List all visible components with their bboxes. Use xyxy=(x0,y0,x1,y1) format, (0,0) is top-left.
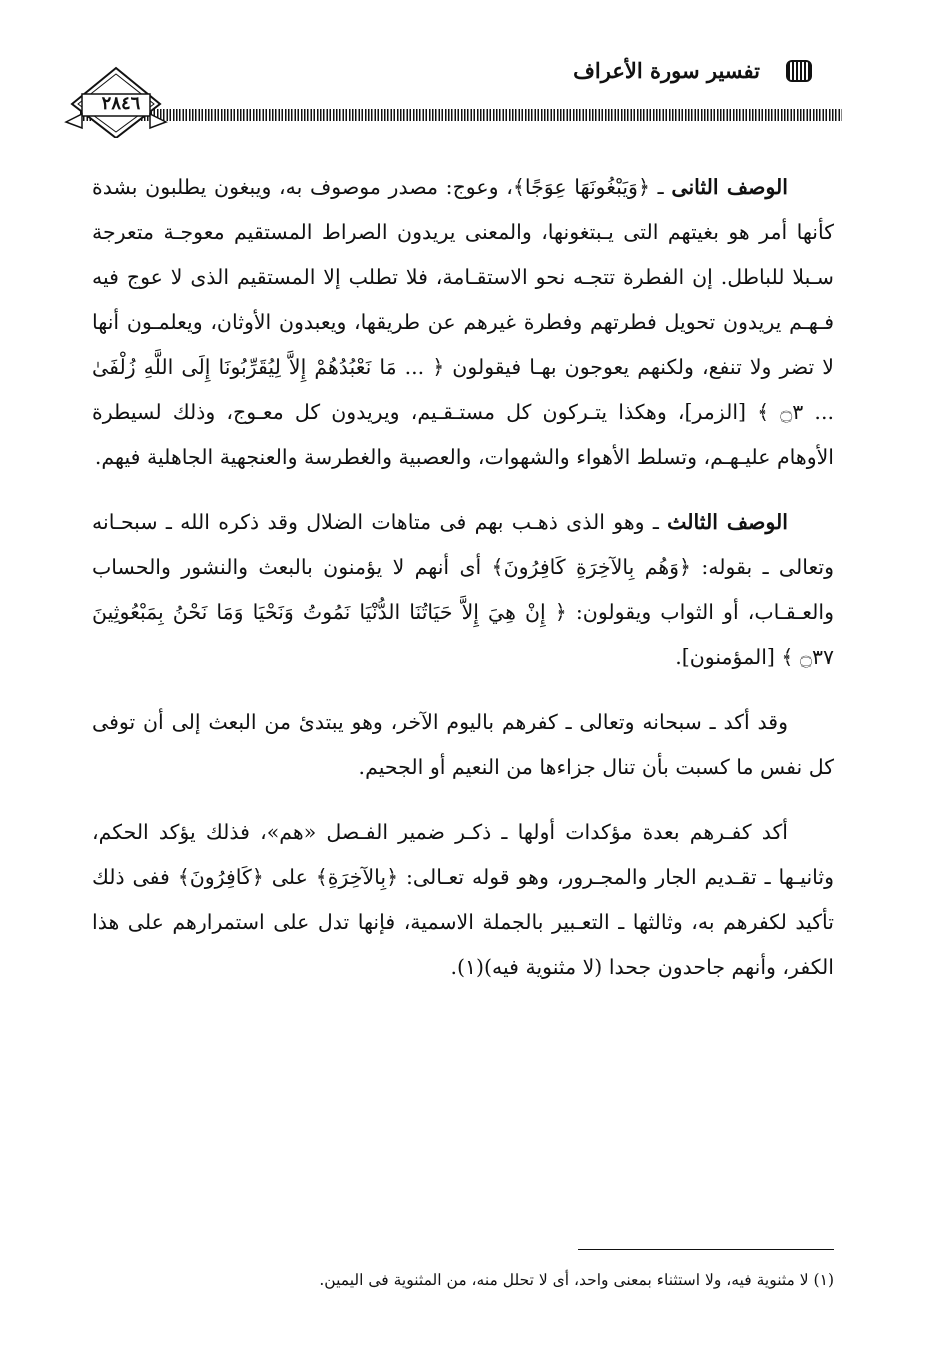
paragraph xyxy=(92,500,834,680)
paragraph xyxy=(92,810,834,990)
footnote-divider xyxy=(578,1249,834,1250)
footnote: (١) لا مثنوية فيه، ولا استثناء بمعنى واحد، أى لا تحلل منه، من المثنوية فى اليمين. xyxy=(319,1271,834,1289)
paragraph-text: ـ وهو الذى ذهـب بهم فى متاهات الضلال وقد ذكره الله ـ سبحـانه وتعالى ـ بقوله: ﴿وَهُم بِالآخِرَةِ كَافِرُونَ﴾ أى أنهم لا يؤمنون بالبعث والنشور والحساب والعـقـاب، أو الثواب ويقولون: ﴿ إِنْ هِيَ إِلاَّ حَيَاتُنَا الدُّنْيَا نَمُوتُ وَنَحْيَا وَمَا نَحْنُ بِمَبْعُوثِينَ ۝٣٧ ﴾ [المؤمنون]. xyxy=(92,510,834,669)
page-number: ٢٨٤٦ xyxy=(101,93,141,114)
header-hatched-rule xyxy=(80,109,842,121)
section-lead: الوصف الثالث xyxy=(667,510,788,534)
paragraph-text: ـ ﴿وَيَبْغُونَهَا عِوَجًا﴾، وعوج: مصدر موصوف به، ويبغون يطلبون بشدة كأنها أمر هو بغيتهم التى يـبتغونها، والمعنى يريدون الصراط المستقيم معوجـة متعرجة سـبلا للباطل. إن الفطرة تتجـه نحو الاستقـامة، فلا تطلب إلا المستقيم الذى لا عوج فيه فـهـم يريدون تحويل فطرتهم وفطرة غيرهم عن طريقها، ويعبدون الأوثان، ويعلمـون أنها لا تضر ولا تنفع، ولكنهم يعوجون بهـا فيقولون ﴿ ... مَا نَعْبُدُهُمْ إِلاَّ لِيُقَرِّبُونَا إِلَى اللَّهِ زُلْفَىٰ ... ۝٣ ﴾ [الزمر]، وهكذا يتـركون كل مستـقـيم، ويريدون كل معـوج، وذلك لسيطرة الأوهام عليـهـم، وتسلط الأهواء والشهوات، والعصبية والغطرسة والعنجهية الجاهلية فيهم. xyxy=(92,175,834,469)
running-title: تفسير سورة الأعراف xyxy=(573,58,760,83)
section-lead: الوصف الثانى xyxy=(671,175,788,199)
paragraph-text: أكد كفـرهم بعدة مؤكدات أولها ـ ذكـر ضمير الفـصل «هم»، فذلك يؤكد الحكم، وثانيـها ـ تقـديم الجار والمجـرور، وهو قوله تعـالى: ﴿بِالآخِرَةِ﴾ على ﴿كَافِرُونَ﴾ ففى ذلك تأكيد لكفرهم به، وثالثها ـ التعـبير بالجملة الاسمية، فإنها تدل على استمرارهم على هذا الكفر، وأنهم جاحدون جحدا (لا مثنوية فيه)(١). xyxy=(92,820,834,979)
paragraph xyxy=(92,700,834,790)
paragraph-text: وقد أكد ـ سبحانه وتعالى ـ كفرهم باليوم الآخر، وهو يبتدئ من البعث إلى أن توفى كل نفس ما كسبت بأن تنال جزاءها من النعيم أو الجحيم. xyxy=(92,710,834,779)
paragraph xyxy=(92,165,834,480)
ornament-icon xyxy=(786,60,812,82)
body-text xyxy=(92,165,834,1010)
